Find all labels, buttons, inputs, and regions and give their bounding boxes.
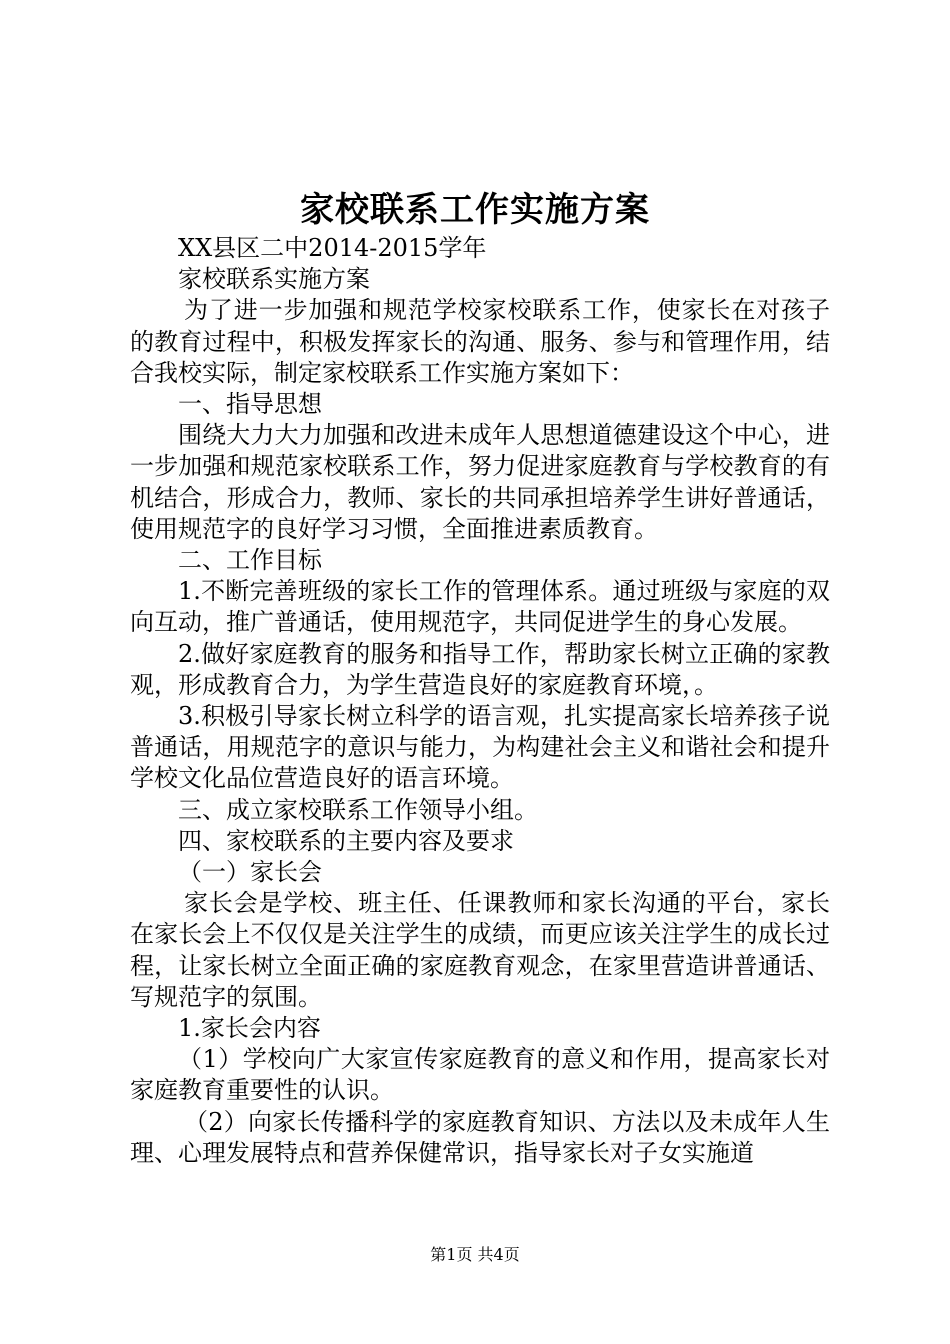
section-heading-leadership-group: 三、成立家校联系工作领导小组。: [178, 795, 538, 824]
section-heading-main-content: 四、家校联系的主要内容及要求: [178, 826, 514, 855]
parent-meeting-item-2: （2）向家长传播科学的家庭教育知识、方法以及未成年人生理、心理发展特点和营养保健常识，指导家长对子女实施道: [130, 1107, 830, 1167]
parent-meeting-content-heading: 1.家长会内容: [178, 1014, 321, 1043]
page-number-footer: 第1页 共4页: [430, 1245, 520, 1264]
subsection-heading-parent-meeting: （一）家长会: [178, 858, 322, 887]
parent-meeting-paragraph: 家长会是学校、班主任、任课教师和家长沟通的平台，家长在家长会上不仅仅是关注学生的成绩，而更应该关注学生的成长过程，让家长树立全面正确的家庭教育观念，在家里营造讲普通话、写规范字的氛围。: [130, 889, 830, 1011]
plan-subtitle: 家校联系实施方案: [178, 265, 370, 294]
section-heading-guiding-thought: 一、指导思想: [178, 390, 322, 419]
parent-meeting-item-1: （1）学校向广大家宣传家庭教育的意义和作用，提高家长对家庭教育重要性的认识。: [130, 1045, 830, 1105]
intro-paragraph: 为了进一步加强和规范学校家校联系工作，使家长在对孩子的教育过程中，积极发挥家长的沟通、服务、参与和管理作用，结合我校实际，制定家校联系工作实施方案如下：: [130, 296, 830, 387]
guiding-thought-paragraph: 围绕大力大力加强和改进未成年人思想道德建设这个中心，进一步加强和规范家校联系工作，努力促进家庭教育与学校教育的有机结合，形成合力，教师、家长的共同承担培养学生讲好普通话，使用规范字的良好学习习惯，全面推进素质教育。: [130, 421, 830, 543]
document-title: 家校联系工作实施方案: [300, 190, 650, 230]
document-body: [130, 233, 830, 1169]
school-year-line: XX县区二中2014-2015学年: [178, 234, 487, 262]
section-heading-work-goals: 二、工作目标: [178, 546, 322, 575]
goal-item-1: 1.不断完善班级的家长工作的管理体系。通过班级与家庭的双向互动，推广普通话，使用规范字，共同促进学生的身心发展。: [130, 577, 830, 637]
goal-item-3: 3.积极引导家长树立科学的语言观，扎实提高家长培养孩子说普通话，用规范字的意识与能力，为构建社会主义和谐社会和提升学校文化品位营造良好的语言环境。: [130, 702, 830, 793]
goal-item-2: 2.做好家庭教育的服务和指导工作，帮助家长树立正确的家教观，形成教育合力，为学生营造良好的家庭教育环境，。: [130, 639, 830, 699]
